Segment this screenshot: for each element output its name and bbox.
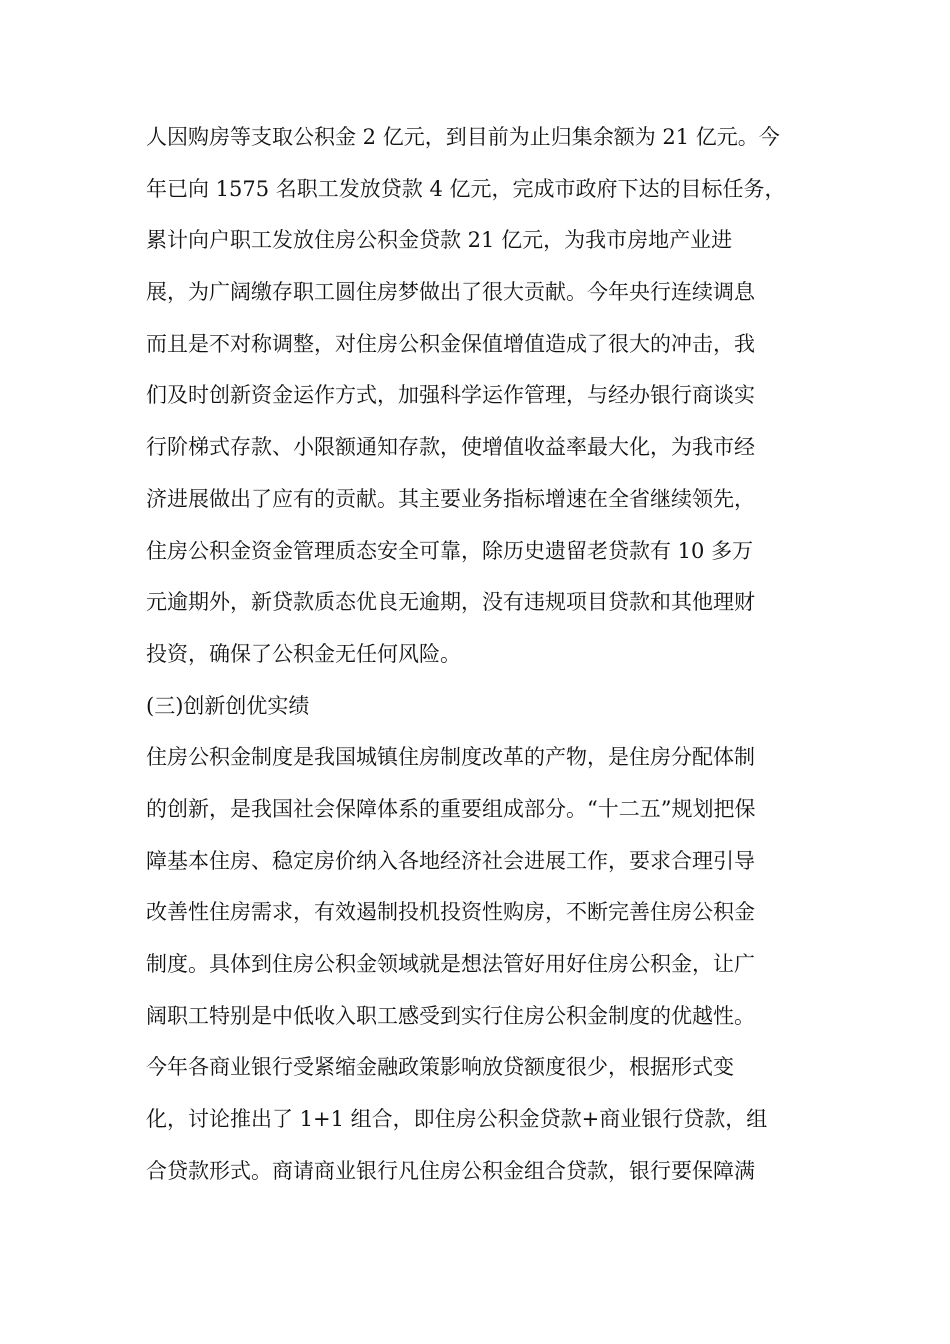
text-line: 而且是不对称调整，对住房公积金保值增值造成了很大的冲击，我 [146, 331, 755, 356]
text-line: 累计向户职工发放住房公积金贷款 21 亿元，为我市房地产业进 [146, 228, 733, 253]
text-line: 今年各商业银行受紧缩金融政策影响放贷额度很少，根据形式变 [146, 1055, 734, 1080]
text-line: 元逾期外，新贷款质态优良无逾期，没有违规项目贷款和其他理财 [146, 590, 755, 615]
text-line: 合贷款形式。商请商业银行凡住房公积金组合贷款，银行要保障满 [146, 1158, 755, 1183]
document-body [146, 120, 806, 1205]
text-line: 们及时创新资金运作方式，加强科学运作管理，与经办银行商谈实 [146, 383, 755, 408]
text-line: 人因购房等支取公积金 2 亿元，到目前为止归集余额为 21 亿元。今 [146, 125, 780, 149]
text-line: 的创新，是我国社会保障体系的重要组成部分。“十二五”规划把保 [146, 796, 756, 821]
text-line: 住房公积金制度是我国城镇住房制度改革的产物，是住房分配体制 [146, 745, 755, 770]
text-line: 年已向 1575 名职工发放贷款 4 亿元，完成市政府下达的目标任务， [146, 176, 786, 201]
section-heading: (三)创新创优实绩 [146, 693, 310, 718]
text-line: 展，为广阔缴存职工圆住房梦做出了很大贡献。今年央行连续调息 [146, 280, 755, 305]
text-line: 济进展做出了应有的贡献。其主要业务指标增速在全省继续领先， [146, 486, 755, 511]
text-line: 障基本住房、稳定房价纳入各地经济社会进展工作，要求合理引导 [146, 848, 755, 873]
text-line: 改善性住房需求，有效遏制投机投资性购房，不断完善住房公积金 [146, 900, 755, 925]
text-line: 住房公积金资金管理质态安全可靠，除历史遗留老贷款有 10 多万 [146, 538, 754, 563]
text-line: 制度。具体到住房公积金领域就是想法管好用好住房公积金，让广 [146, 952, 755, 976]
text-line: 阔职工特别是中低收入职工感受到实行住房公积金制度的优越性。 [146, 1003, 755, 1028]
text-line: 投资，确保了公积金无任何风险。 [146, 641, 461, 666]
text-line: 化，讨论推出了 1+1 组合，即住房公积金贷款+商业银行贷款，组 [146, 1107, 768, 1132]
text-line: 行阶梯式存款、小限额通知存款，使增值收益率最大化，为我市经 [146, 435, 755, 460]
